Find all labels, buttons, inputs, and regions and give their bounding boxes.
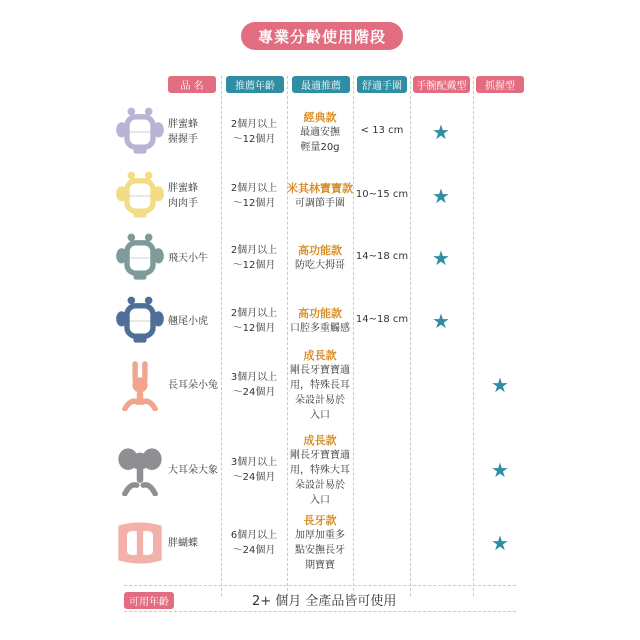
product-name xyxy=(168,536,198,551)
recommended-age-line: 2個月以上 xyxy=(230,183,278,194)
recommendation-desc: 用，特殊大耳 xyxy=(290,464,350,476)
header-grip-type: 抓握型 xyxy=(476,76,524,93)
recommendation xyxy=(278,110,362,155)
column-divider xyxy=(473,76,475,596)
recommendation-title: 長牙款 xyxy=(303,514,337,527)
recommendation-desc: 輕量20g xyxy=(300,141,340,153)
product-image xyxy=(114,232,166,284)
product-name-line: 胖蜜蜂 xyxy=(168,183,198,194)
recommendation-desc: 點安撫長牙 xyxy=(295,545,345,556)
wrist-type-star: ★ xyxy=(432,246,450,270)
column-divider xyxy=(410,76,412,596)
recommendation-desc: 口腔多重觸感 xyxy=(290,323,350,334)
product-name xyxy=(168,117,198,147)
recommendation xyxy=(278,513,362,573)
product-name xyxy=(168,181,198,211)
recommendation-desc: 可調節手圍 xyxy=(295,198,345,209)
recommendation-desc: 朵設計易於 xyxy=(295,479,345,491)
recommended-age-line: 2個月以上 xyxy=(230,119,278,130)
usable-age-label: 可用年齡 xyxy=(124,592,174,609)
product-name xyxy=(168,378,218,393)
column-divider xyxy=(221,76,223,596)
header-hand-size: 舒適手圍 xyxy=(357,76,407,93)
grip-type-star: ★ xyxy=(491,531,509,555)
recommendation-desc: 加厚加重多 xyxy=(295,530,345,541)
recommendation-title: 成長款 xyxy=(303,433,337,447)
recommended-age-line: ～12個月 xyxy=(232,134,276,145)
recommendation-desc: 期寶寶 xyxy=(305,560,335,571)
recommendation-title: 米其林寶寶款 xyxy=(287,182,353,195)
product-name xyxy=(168,251,208,266)
product-image xyxy=(114,517,166,569)
recommendation xyxy=(278,181,362,211)
product-name-line: 飛天小牛 xyxy=(168,252,208,264)
wrist-type-star: ★ xyxy=(432,120,450,144)
recommendation-title: 高功能款 xyxy=(298,307,342,320)
product-image xyxy=(114,295,166,347)
header-wrist-type: 手腕配戴型 xyxy=(413,76,470,93)
product-name xyxy=(168,314,208,329)
wrist-type-star: ★ xyxy=(432,309,450,333)
product-name-line: 胖蝴蝶 xyxy=(168,537,198,549)
recommendation xyxy=(278,348,362,423)
product-name-line: 大耳朵大象 xyxy=(168,464,218,476)
recommendation-desc: 入口 xyxy=(310,494,330,506)
footer-divider xyxy=(124,611,516,612)
recommended-age-line: ～12個月 xyxy=(232,323,276,334)
recommended-age-line: ～24個月 xyxy=(232,472,276,483)
recommended-age-line: ～12個月 xyxy=(232,198,276,209)
grip-type-star: ★ xyxy=(491,458,509,482)
product-name-line: 胖蜜蜂 xyxy=(168,119,198,130)
recommendation-desc: 防吃大拇哥 xyxy=(295,260,345,271)
wrist-type-star: ★ xyxy=(432,184,450,208)
page-title: 專業分齡使用階段 xyxy=(241,22,403,50)
footer-divider xyxy=(124,585,516,586)
recommended-age-line: 3個月以上 xyxy=(230,457,278,468)
recommended-age-line: ～24個月 xyxy=(232,387,276,398)
header-recommended-age: 推薦年齡 xyxy=(226,76,284,93)
hand-size-value: < 13 cm xyxy=(360,125,404,136)
recommended-age-line: 3個月以上 xyxy=(230,372,278,383)
hand-size-value: 14~18 cm xyxy=(355,251,409,262)
product-image xyxy=(114,359,166,411)
hand-size-value: 14~18 cm xyxy=(355,314,409,325)
recommendation-title: 高功能款 xyxy=(298,244,342,257)
recommended-age-line: ～24個月 xyxy=(232,545,276,556)
recommended-age-line: ～12個月 xyxy=(232,260,276,271)
recommendation-desc: 朵設計易於 xyxy=(295,394,345,406)
product-name-line: 肉肉手 xyxy=(168,198,198,209)
grip-type-star: ★ xyxy=(491,373,509,397)
product-image xyxy=(114,106,166,158)
recommendation xyxy=(278,433,362,508)
recommendation xyxy=(278,306,362,336)
recommendation-title: 經典款 xyxy=(303,110,337,124)
recommended-age-line: 2個月以上 xyxy=(230,308,278,319)
recommendation-title: 成長款 xyxy=(303,348,337,362)
product-name-line: 握握手 xyxy=(168,134,198,145)
recommendation-desc: 用，特殊長耳 xyxy=(290,379,350,391)
recommended-age-line: 6個月以上 xyxy=(230,530,278,541)
product-image xyxy=(114,444,166,496)
recommendation-desc: 入口 xyxy=(310,409,330,421)
header-best-recommendation: 最適推薦 xyxy=(292,76,350,93)
product-name xyxy=(168,463,218,478)
header-product-name: 品 名 xyxy=(168,76,216,93)
product-name-line: 長耳朵小兔 xyxy=(168,379,218,391)
recommendation-desc: 剛長牙寶寶適 xyxy=(290,449,350,461)
product-image xyxy=(114,170,166,222)
product-name-line: 翹尾小虎 xyxy=(168,315,208,327)
recommendation-desc: 最適安撫 xyxy=(300,126,340,138)
recommendation xyxy=(278,243,362,273)
recommendation-desc: 剛長牙寶寶適 xyxy=(290,364,350,376)
recommended-age-line: 2個月以上 xyxy=(230,245,278,256)
usable-age-text: 2+ 個月 全產品皆可使用 xyxy=(252,594,397,609)
hand-size-value: 10~15 cm xyxy=(355,189,409,200)
